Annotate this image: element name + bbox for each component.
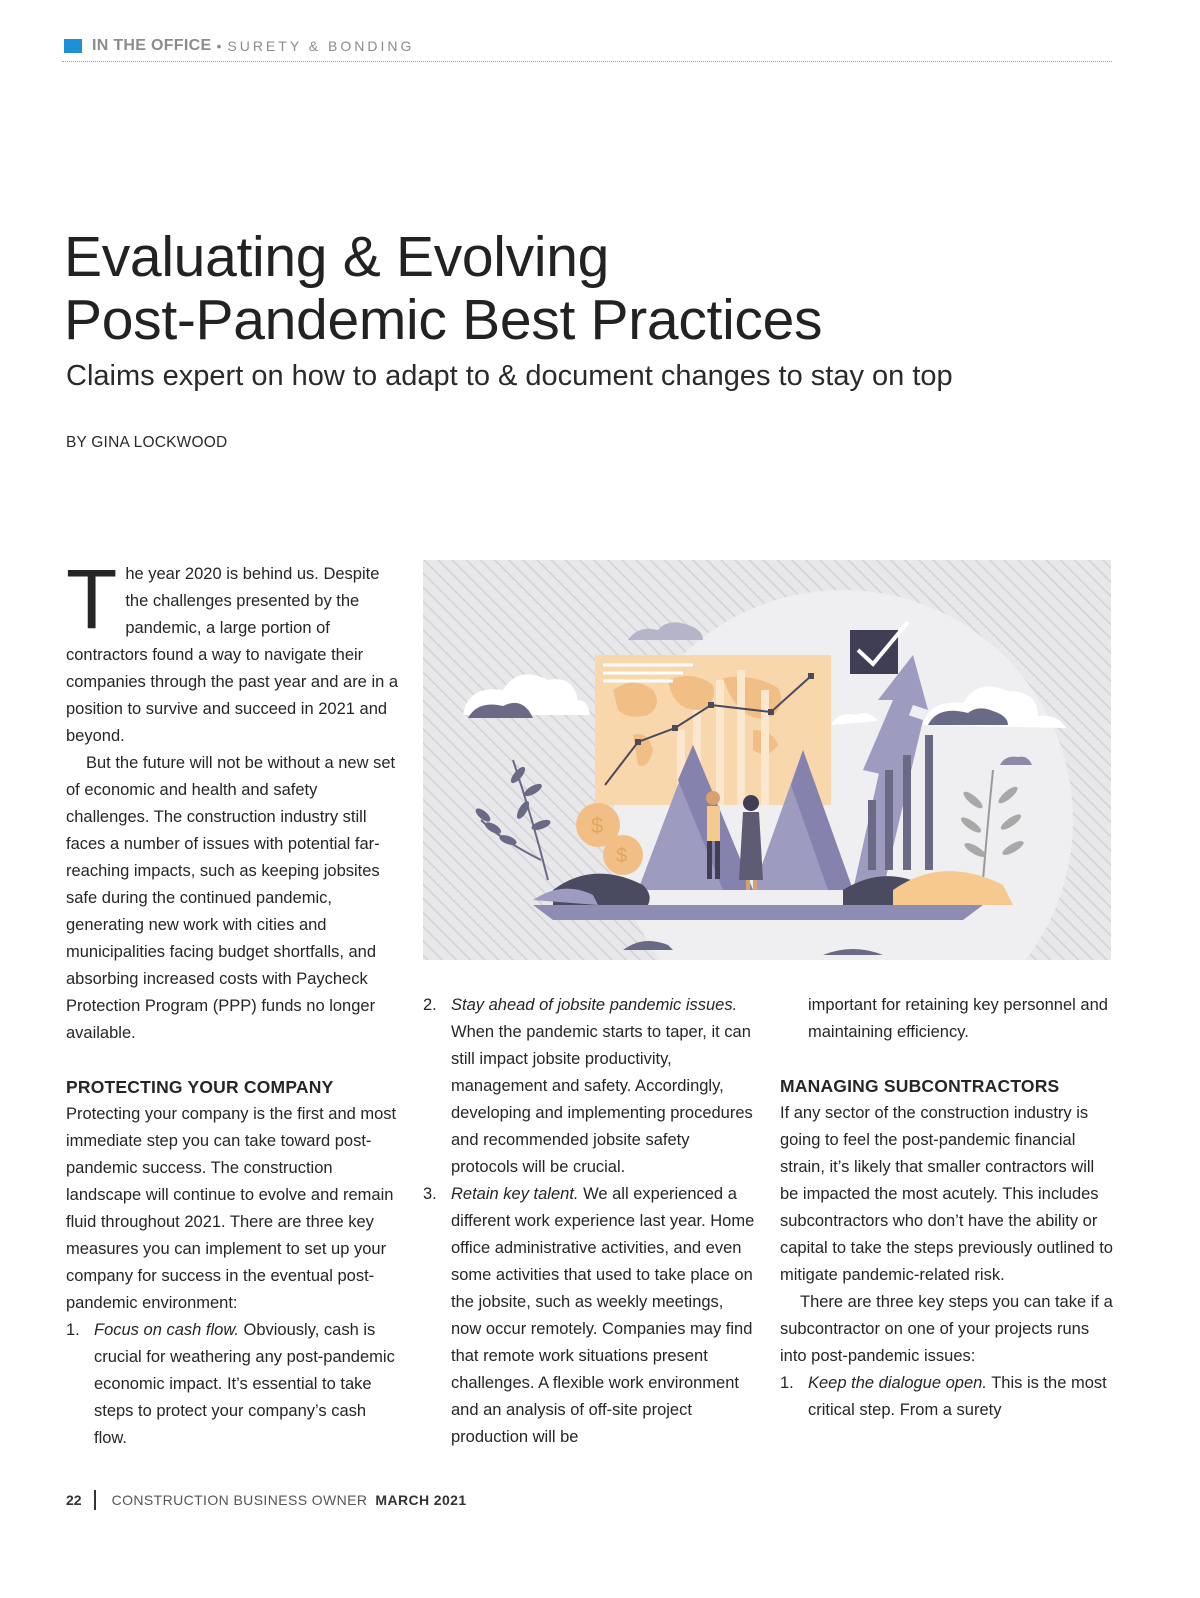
list-number: 1. — [780, 1374, 794, 1392]
key-measures-list-end — [780, 992, 1114, 1046]
list-item — [423, 992, 755, 1181]
list-item-lead: Retain key talent. — [451, 1185, 579, 1203]
paragraph: There are three key steps you can take if a subcontractor on one of your projects runs into post-pandemic issues: — [780, 1293, 1113, 1365]
column-2 — [423, 992, 755, 1451]
section-separator: • — [216, 38, 222, 54]
section-label: IN THE OFFICE — [92, 37, 212, 54]
list-item-lead: Stay ahead of jobsite pandemic issues. — [451, 996, 738, 1014]
column-1 — [66, 552, 400, 1452]
page-number: 22 — [66, 1492, 82, 1508]
list-number: 2. — [423, 996, 437, 1014]
page-footer — [66, 1490, 467, 1510]
article-title — [64, 226, 822, 352]
section-heading-protecting: PROTECTING YOUR COMPANY — [66, 1077, 334, 1097]
list-item-text: When the pandemic starts to taper, it can still impact jobsite productivity, management and safety. Accordingly, developing and implementing procedures and recommended jobsite safety protocols will be crucial. — [451, 1023, 753, 1176]
footer-divider — [94, 1490, 96, 1510]
article-subtitle: Claims expert on how to adapt to & document changes to stay on top — [66, 360, 953, 392]
list-number: 3. — [423, 1185, 437, 1203]
issue-date: MARCH 2021 — [375, 1492, 467, 1508]
paragraph: If any sector of the construction industry is going to feel the post-pandemic financial strain, it’s likely that smaller contractors will be impacted the most acutely. This includes subcontractors who don’t have the ability or capital to take the steps previously outlined to mitigate pandemic-related risk. — [780, 1104, 1113, 1284]
svg-text:$: $ — [591, 813, 604, 838]
list-item-continued: important for retaining key personnel and maintaining efficiency. — [808, 996, 1108, 1041]
list-item-text: We all experienced a different work experience last year. Home office administrative activities, and even some activities that used to take place on the jobsite, such as weekly meetings, now occur remotely. Companies may find that remote work situations present challenges. A flexible work environment and an analysis of off-site project production will be — [451, 1185, 755, 1446]
list-item — [66, 1317, 400, 1452]
article-byline: BY GINA LOCKWOOD — [66, 434, 228, 451]
list-item — [423, 1181, 755, 1451]
section-heading-subcontractors: MANAGING SUBCONTRACTORS — [780, 1076, 1060, 1096]
title-line-1: Evaluating & Evolving — [64, 225, 610, 289]
ground-shape — [533, 905, 983, 920]
list-number: 1. — [66, 1321, 80, 1339]
paragraph: But the future will not be without a new set of economic and health and safety challenges. The construction industry still faces a number of issues with potential far-reaching impacts, such as keeping jobsites safe during the continued pandemic, generating new work with cities and municipalities facing budget shortfalls, and absorbing increased costs with Paycheck Protection Program (PPP) funds no longer available. — [66, 754, 396, 1042]
list-item-lead: Focus on cash flow. — [94, 1321, 239, 1339]
key-measures-list-continued — [423, 992, 755, 1451]
intro-paragraph: The year 2020 is behind us. Despite the challenges presented by the pandemic, a large portion of contractors found a way to navigate their companies through the past year and are in a position to survive and succeed in 2021 and beyond. — [66, 552, 399, 745]
column-3 — [780, 992, 1114, 1424]
list-item-text: This is the most critical step. From a surety — [808, 1374, 1107, 1419]
header-rule — [62, 61, 1112, 62]
key-measures-list — [66, 1317, 400, 1452]
paragraph: Protecting your company is the first and most immediate step you can take toward post-pandemic success. The construction landscape will continue to evolve and remain fluid throughout 2021. There are three key measures you can implement to set up your company for success in the eventual post-pandemic environment: — [66, 1105, 397, 1312]
svg-text:$: $ — [616, 845, 628, 867]
magazine-name: CONSTRUCTION BUSINESS OWNER — [111, 1492, 368, 1508]
drop-cap: T — [66, 552, 118, 646]
checkmark-box — [850, 630, 898, 674]
subsection-label: SURETY & BONDING — [227, 38, 415, 54]
subcontractor-steps-list — [780, 1370, 1114, 1424]
list-item — [780, 1370, 1114, 1424]
article-illustration — [423, 560, 1111, 960]
title-line-2: Post-Pandemic Best Practices — [64, 288, 823, 352]
section-color-square — [64, 39, 82, 53]
list-item-text: Obviously, cash is crucial for weathering any post-pandemic economic impact. It’s essential to take steps to protect your company’s cash flow. — [94, 1321, 395, 1447]
list-item-lead: Keep the dialogue open. — [808, 1374, 987, 1392]
section-header — [64, 37, 414, 55]
